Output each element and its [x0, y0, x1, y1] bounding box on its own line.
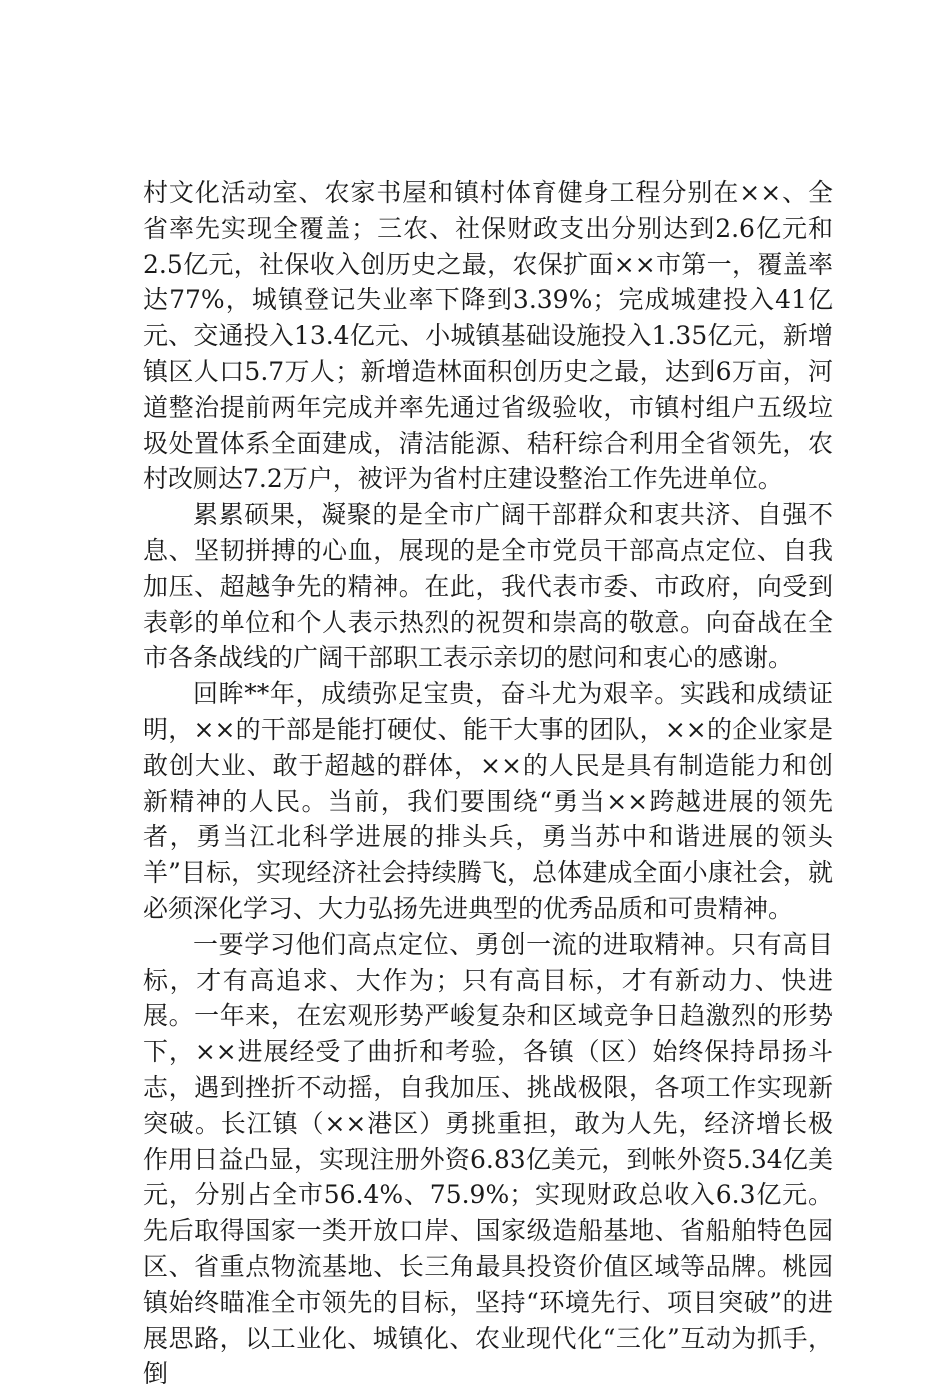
paragraph-review: 回眸**年，成绩弥足宝贵，奋斗尤为艰辛。实践和成绩证明，××的干部是能打硬仗、能干大事的团队，××的企业家是敢创大业、敢于超越的群体，××的人民是具有制造能力和创新精神的人民。当前，我们要围绕“勇当××跨越进展的领先者，勇当江北科学进展的排头兵，勇当苏中和谐进展的领头羊”目标，实现经济社会持续腾飞，总体建成全面小康社会，就必须深化学习、大力弘扬先进典型的优秀品质和可贵精神。	[143, 679, 833, 923]
paragraph-achievements: 累累硕果，凝聚的是全市广阔干部群众和衷共济、自强不息、坚韧拼搏的心血，展现的是全市党员干部高点定位、自我加压、超越争先的精神。在此，我代表市委、市政府，向受到表彰的单位和个人表示热烈的祝贺和崇高的敬意。向奋战在全市各条战线的广阔干部职工表示亲切的慰问和衷心的感谢。	[143, 500, 833, 673]
paragraph-continued: 村文化活动室、农家书屋和镇村体育健身工程分别在××、全省率先实现全覆盖；三农、社保财政支出分别达到2.6亿元和2.5亿元，社保收入创历史之最，农保扩面××市第一，覆盖率达77%，城镇登记失业率下降到3.39%；完成城建投入41亿元、交通投入13.4亿元、小城镇基础设施投入1.35亿元，新增镇区人口5.7万人；新增造林面积创历史之最，达到6万亩，河道整治提前两年完成并率先通过省级验收，市镇村组户五级垃圾处置体系全面建成，清洁能源、秸秆综合利用全省领先，农村改厕达7.2万户，被评为省村庄建设整治工作先进单位。	[143, 178, 833, 494]
paragraph-learning-one: 一要学习他们高点定位、勇创一流的进取精神。只有高目标，才有高追求、大作为；只有高目标，才有新动力、快进展。一年来，在宏观形势严峻复杂和区域竞争日趋激烈的形势下，××进展经受了曲折和考验，各镇（区）始终保持昂扬斗志，遇到挫折不动摇，自我加压、挑战极限，各项工作实现新突破。长江镇（××港区）勇挑重担，敢为人先，经济增长极作用日益凸显，实现注册外资6.83亿美元，到帐外资5.34亿美元，分别占全市56.4%、75.9%；实现财政总收入6.3亿元。先后取得国家一类开放口岸、国家级造船基地、省船舶特色园区、省重点物流基地、长三角最具投资价值区域等品牌。桃园镇始终瞄准全市领先的目标，坚持“环境先行、项目突破”的进展思路，以工业化、城镇化、农业现代化“三化”互动为抓手，倒	[143, 929, 833, 1389]
document-body	[143, 175, 833, 1392]
